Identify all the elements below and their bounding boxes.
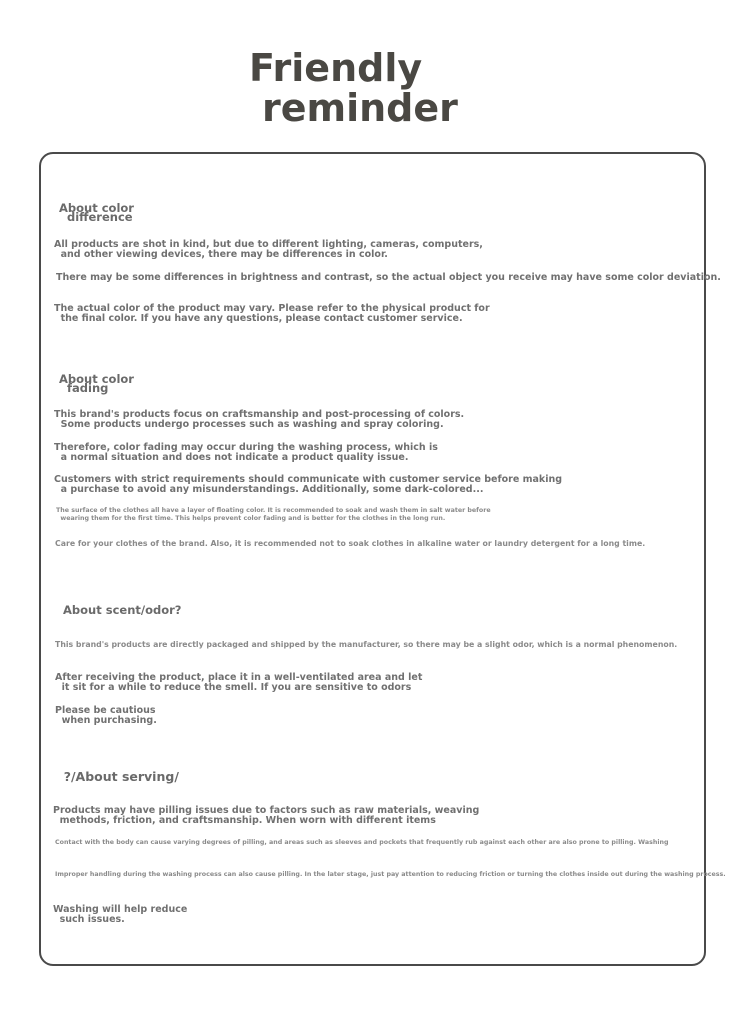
serving-text-2: Contact with the body can cause varying degrees of pilling, and areas such as sleeves and pockets that frequently rub against each other are also prone to pilling. Washing (55, 839, 669, 846)
color-difference-heading: About color difference (59, 201, 134, 224)
scent-heading: About scent/odor? (55, 603, 182, 617)
serving-heading: ?/About serving/ (55, 769, 179, 784)
color-fading-heading: About color fading (59, 372, 134, 395)
title-line-2: reminder (262, 86, 458, 130)
color-fading-text-4: The surface of the clothes all have a layer of floating color. It is recommended to soak and wash them in salt water before wearing them for the first time. This helps prevent color fading and is better for the clothes in the long run. (56, 507, 491, 522)
color-difference-text-2: There may be some differences in brightness and contrast, so the actual object you receive may have some color deviation. (56, 272, 721, 283)
title-line-1: Friendly (249, 46, 423, 90)
color-fading-text-1: This brand's products focus on craftsmanship and post-processing of colors. Some products undergo processes such as washing and spray coloring. (54, 409, 465, 430)
color-difference-text-3: The actual color of the product may vary. Please refer to the physical product for the final color. If you have any questions, please contact customer service. (54, 303, 490, 324)
color-fading-text-3: Customers with strict requirements should communicate with customer service before making a purchase to avoid any misunderstandings. Additionally, some dark-colored... (54, 474, 563, 495)
color-fading-text-5: Care for your clothes of the brand. Also, it is recommended not to soak clothes in alkaline water or laundry detergent for a long time. (55, 539, 646, 548)
color-difference-text-1: All products are shot in kind, but due to different lighting, cameras, computers, and other viewing devices, there may be differences in color. (54, 239, 483, 260)
serving-text-1: Products may have pilling issues due to factors such as raw materials, weaving methods, friction, and craftsmanship. When worn with different items (53, 805, 480, 826)
color-fading-text-2: Therefore, color fading may occur during the washing process, which is a normal situation and does not indicate a product quality issue. (54, 442, 438, 463)
serving-text-4: Washing will help reduce such issues. (53, 904, 188, 925)
page-title (0, 48, 750, 128)
scent-text-3: Please be cautious when purchasing. (55, 705, 157, 726)
serving-text-3: Improper handling during the washing process can also cause pilling. In the later stage, just pay attention to reducing friction or turning the clothes inside out during the washing process. (55, 871, 726, 878)
scent-text-2: After receiving the product, place it in a well-ventilated area and let it sit for a while to reduce the smell. If you are sensitive to odors (55, 672, 423, 693)
scent-text-1: This brand's products are directly packaged and shipped by the manufacturer, so there may be a slight odor, which is a normal phenomenon. (55, 640, 678, 649)
